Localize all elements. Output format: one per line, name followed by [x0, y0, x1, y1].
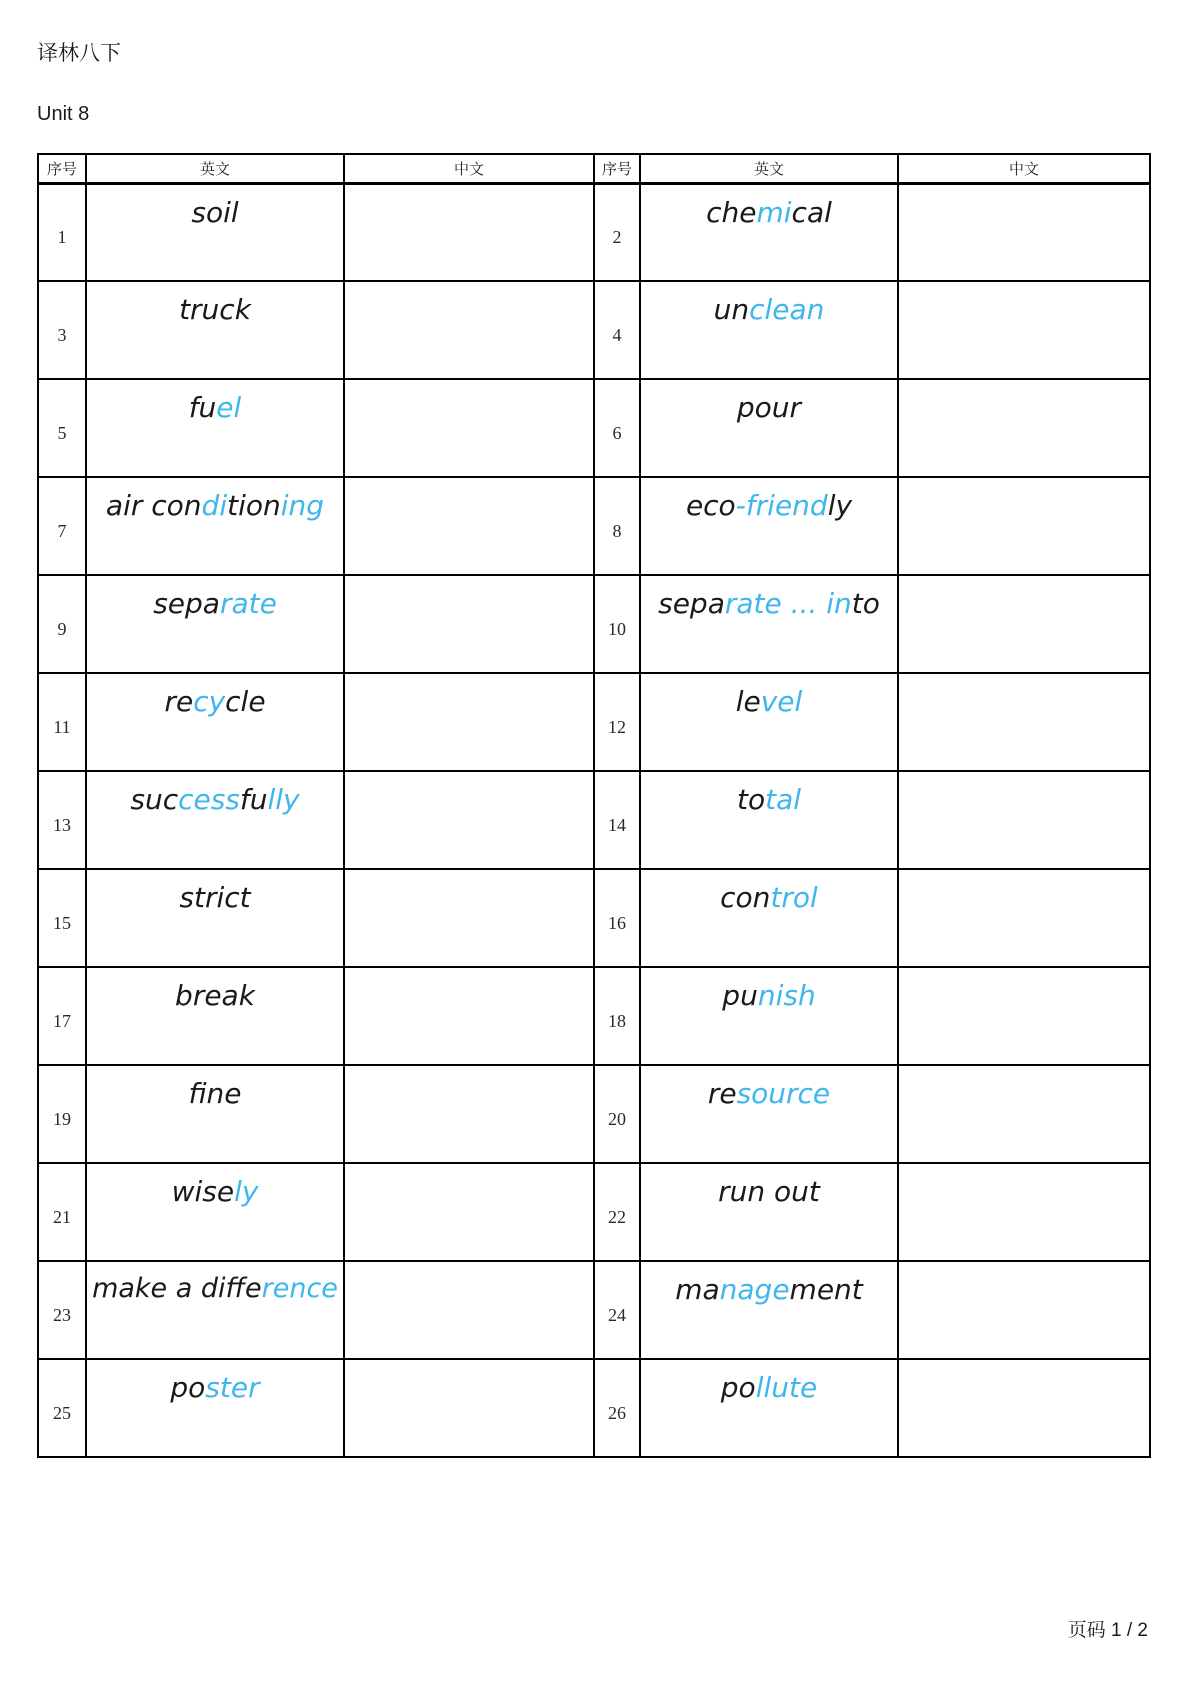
word-segment-black: wise — [171, 1175, 235, 1208]
english-cell — [640, 967, 898, 1065]
word-segment-black: po — [720, 1371, 756, 1404]
page-number: 页码 1 / 2 — [1067, 1620, 1148, 1641]
english-cell — [640, 1163, 898, 1261]
word-segment-blue: cy — [193, 685, 226, 718]
index-cell: 2 — [594, 183, 640, 281]
english-word — [189, 391, 242, 424]
word-segment-black: pour — [736, 391, 802, 424]
table-row — [38, 477, 1150, 575]
index-cell: 1 — [38, 183, 86, 281]
chinese-cell — [898, 183, 1150, 281]
index-cell: 3 — [38, 281, 86, 379]
english-word — [722, 979, 815, 1012]
word-segment-black: to — [851, 587, 880, 620]
word-segment-blue: nish — [757, 979, 816, 1012]
header-english: 英文 — [640, 154, 898, 183]
word-segment-blue: lly — [267, 783, 300, 816]
word-segment-black: po — [170, 1371, 206, 1404]
english-cell — [86, 379, 344, 477]
chinese-cell — [898, 1065, 1150, 1163]
english-cell — [640, 771, 898, 869]
word-segment-black: soil — [191, 195, 239, 229]
chinese-cell — [898, 477, 1150, 575]
english-cell — [86, 1163, 344, 1261]
english-cell — [640, 281, 898, 379]
word-segment-black: run out — [718, 1175, 820, 1208]
header-index: 序号 — [38, 154, 86, 183]
table-row — [38, 771, 1150, 869]
index-cell: 10 — [594, 575, 640, 673]
word-segment-black: cal — [791, 195, 832, 229]
word-segment-blue: ster — [205, 1371, 260, 1404]
index-cell: 9 — [38, 575, 86, 673]
english-word — [92, 1273, 338, 1304]
table-row — [38, 967, 1150, 1065]
header-english: 英文 — [86, 154, 344, 183]
chinese-cell — [344, 673, 594, 771]
index-cell: 5 — [38, 379, 86, 477]
chinese-cell — [344, 575, 594, 673]
english-word — [718, 1175, 820, 1208]
chinese-cell — [898, 575, 1150, 673]
word-segment-black: le — [735, 685, 761, 718]
word-segment-black: tion — [227, 489, 281, 522]
chinese-cell — [898, 1359, 1150, 1457]
word-segment-black: pu — [722, 979, 758, 1012]
table-row — [38, 1261, 1150, 1359]
english-word — [179, 881, 250, 914]
word-segment-black: un — [713, 293, 750, 326]
english-word — [675, 1273, 863, 1306]
word-segment-blue: di — [201, 489, 228, 522]
english-cell — [640, 477, 898, 575]
word-segment-black: suc — [130, 783, 179, 816]
word-segment-black: truck — [179, 293, 251, 326]
chinese-cell — [344, 183, 594, 281]
english-cell — [640, 379, 898, 477]
index-cell: 14 — [594, 771, 640, 869]
english-word — [708, 1077, 830, 1110]
word-segment-blue: source — [736, 1077, 831, 1110]
table-row — [38, 1065, 1150, 1163]
english-cell — [640, 1065, 898, 1163]
word-segment-black: fu — [188, 391, 217, 424]
english-cell — [86, 771, 344, 869]
unit-title: Unit 8 — [37, 103, 90, 125]
index-cell: 23 — [38, 1261, 86, 1359]
table-header — [38, 154, 1150, 183]
index-cell: 22 — [594, 1163, 640, 1261]
chinese-cell — [898, 869, 1150, 967]
table-row — [38, 379, 1150, 477]
index-cell: 20 — [594, 1065, 640, 1163]
english-word — [170, 1371, 259, 1404]
word-segment-black: con — [720, 881, 771, 914]
word-segment-blue: nage — [719, 1273, 790, 1306]
table-row — [38, 1359, 1150, 1457]
header-chinese: 中文 — [344, 154, 594, 183]
index-cell: 26 — [594, 1359, 640, 1457]
english-cell — [86, 1065, 344, 1163]
word-segment-black: cle — [225, 685, 266, 718]
chinese-cell — [898, 1261, 1150, 1359]
english-word — [714, 293, 825, 326]
word-segment-blue: tal — [765, 783, 802, 816]
word-segment-blue: cess — [178, 783, 240, 816]
word-segment-black: break — [175, 979, 255, 1012]
index-cell: 6 — [594, 379, 640, 477]
index-cell: 15 — [38, 869, 86, 967]
word-segment-black: fu — [239, 783, 268, 816]
english-word — [172, 1175, 259, 1208]
english-word — [686, 489, 852, 522]
word-segment-blue: mi — [756, 195, 792, 229]
english-word — [130, 783, 299, 816]
english-cell — [640, 1359, 898, 1457]
chinese-cell — [898, 673, 1150, 771]
table-row — [38, 673, 1150, 771]
index-cell: 8 — [594, 477, 640, 575]
english-cell — [86, 967, 344, 1065]
table-row — [38, 1163, 1150, 1261]
word-segment-black: re — [164, 685, 194, 718]
word-segment-blue: ing — [280, 489, 325, 522]
header-row — [38, 154, 1150, 183]
word-segment-blue: ly — [234, 1175, 259, 1208]
word-segment-black: sepa — [153, 587, 220, 620]
word-segment-blue: el — [216, 391, 242, 424]
header-index: 序号 — [594, 154, 640, 183]
word-segment-black: che — [706, 195, 757, 229]
word-segment-blue: vel — [760, 685, 803, 718]
word-segment-black: ment — [789, 1273, 863, 1306]
table-body — [38, 183, 1150, 1457]
chinese-cell — [898, 1163, 1150, 1261]
english-cell — [640, 1261, 898, 1359]
word-segment-blue: -friend — [735, 489, 828, 522]
english-word — [736, 685, 803, 718]
chinese-cell — [898, 379, 1150, 477]
index-cell: 13 — [38, 771, 86, 869]
english-cell — [640, 183, 898, 281]
word-segment-blue: clean — [749, 293, 825, 326]
english-cell — [86, 1359, 344, 1457]
table-row — [38, 281, 1150, 379]
english-cell — [86, 183, 344, 281]
chinese-cell — [344, 281, 594, 379]
word-segment-black: to — [736, 783, 766, 816]
english-word — [164, 685, 265, 718]
english-cell — [640, 673, 898, 771]
english-cell — [640, 869, 898, 967]
english-cell — [86, 477, 344, 575]
table-row — [38, 869, 1150, 967]
table-row — [38, 183, 1150, 281]
word-segment-blue: rence — [261, 1273, 338, 1304]
chinese-cell — [344, 477, 594, 575]
word-segment-black: ma — [675, 1273, 720, 1306]
chinese-cell — [898, 771, 1150, 869]
word-segment-black: eco — [685, 489, 736, 522]
english-word — [658, 587, 880, 620]
chinese-cell — [898, 967, 1150, 1065]
english-cell — [86, 281, 344, 379]
index-cell: 4 — [594, 281, 640, 379]
word-segment-black: strict — [179, 881, 251, 914]
chinese-cell — [898, 281, 1150, 379]
index-cell: 19 — [38, 1065, 86, 1163]
chinese-cell — [344, 379, 594, 477]
english-word — [737, 391, 801, 424]
word-segment-blue: llute — [755, 1371, 818, 1404]
word-segment-blue: trol — [770, 881, 818, 914]
word-segment-black: sepa — [658, 587, 725, 620]
chinese-cell — [344, 1163, 594, 1261]
table-row — [38, 575, 1150, 673]
english-cell — [86, 1261, 344, 1359]
word-segment-black: re — [707, 1077, 737, 1110]
chinese-cell — [344, 869, 594, 967]
english-cell — [86, 869, 344, 967]
english-word — [188, 1077, 241, 1110]
chinese-cell — [344, 1261, 594, 1359]
english-cell — [640, 575, 898, 673]
word-segment-blue: rate ... in — [724, 587, 852, 620]
index-cell: 11 — [38, 673, 86, 771]
chinese-cell — [344, 771, 594, 869]
english-word — [153, 587, 277, 620]
index-cell: 18 — [594, 967, 640, 1065]
book-title: 译林八下 — [37, 42, 121, 65]
index-cell: 12 — [594, 673, 640, 771]
word-segment-black: air con — [105, 489, 202, 522]
english-word — [175, 979, 255, 1012]
english-word — [721, 1371, 817, 1404]
word-segment-blue: rate — [219, 587, 277, 620]
word-segment-black: fine — [188, 1077, 242, 1110]
index-cell: 7 — [38, 477, 86, 575]
english-word — [706, 196, 832, 229]
word-segment-black: make a diffe — [92, 1273, 262, 1304]
english-word — [720, 881, 818, 914]
chinese-cell — [344, 1065, 594, 1163]
chinese-cell — [344, 1359, 594, 1457]
chinese-cell — [344, 967, 594, 1065]
word-segment-black: ly — [827, 489, 853, 522]
english-word — [737, 783, 801, 816]
english-word — [179, 293, 251, 326]
english-cell — [86, 673, 344, 771]
english-cell — [86, 575, 344, 673]
index-cell: 24 — [594, 1261, 640, 1359]
english-word — [106, 489, 324, 522]
index-cell: 16 — [594, 869, 640, 967]
index-cell: 21 — [38, 1163, 86, 1261]
vocab-table — [37, 153, 1151, 1458]
index-cell: 17 — [38, 967, 86, 1065]
english-word — [191, 196, 238, 229]
index-cell: 25 — [38, 1359, 86, 1457]
header-chinese: 中文 — [898, 154, 1150, 183]
